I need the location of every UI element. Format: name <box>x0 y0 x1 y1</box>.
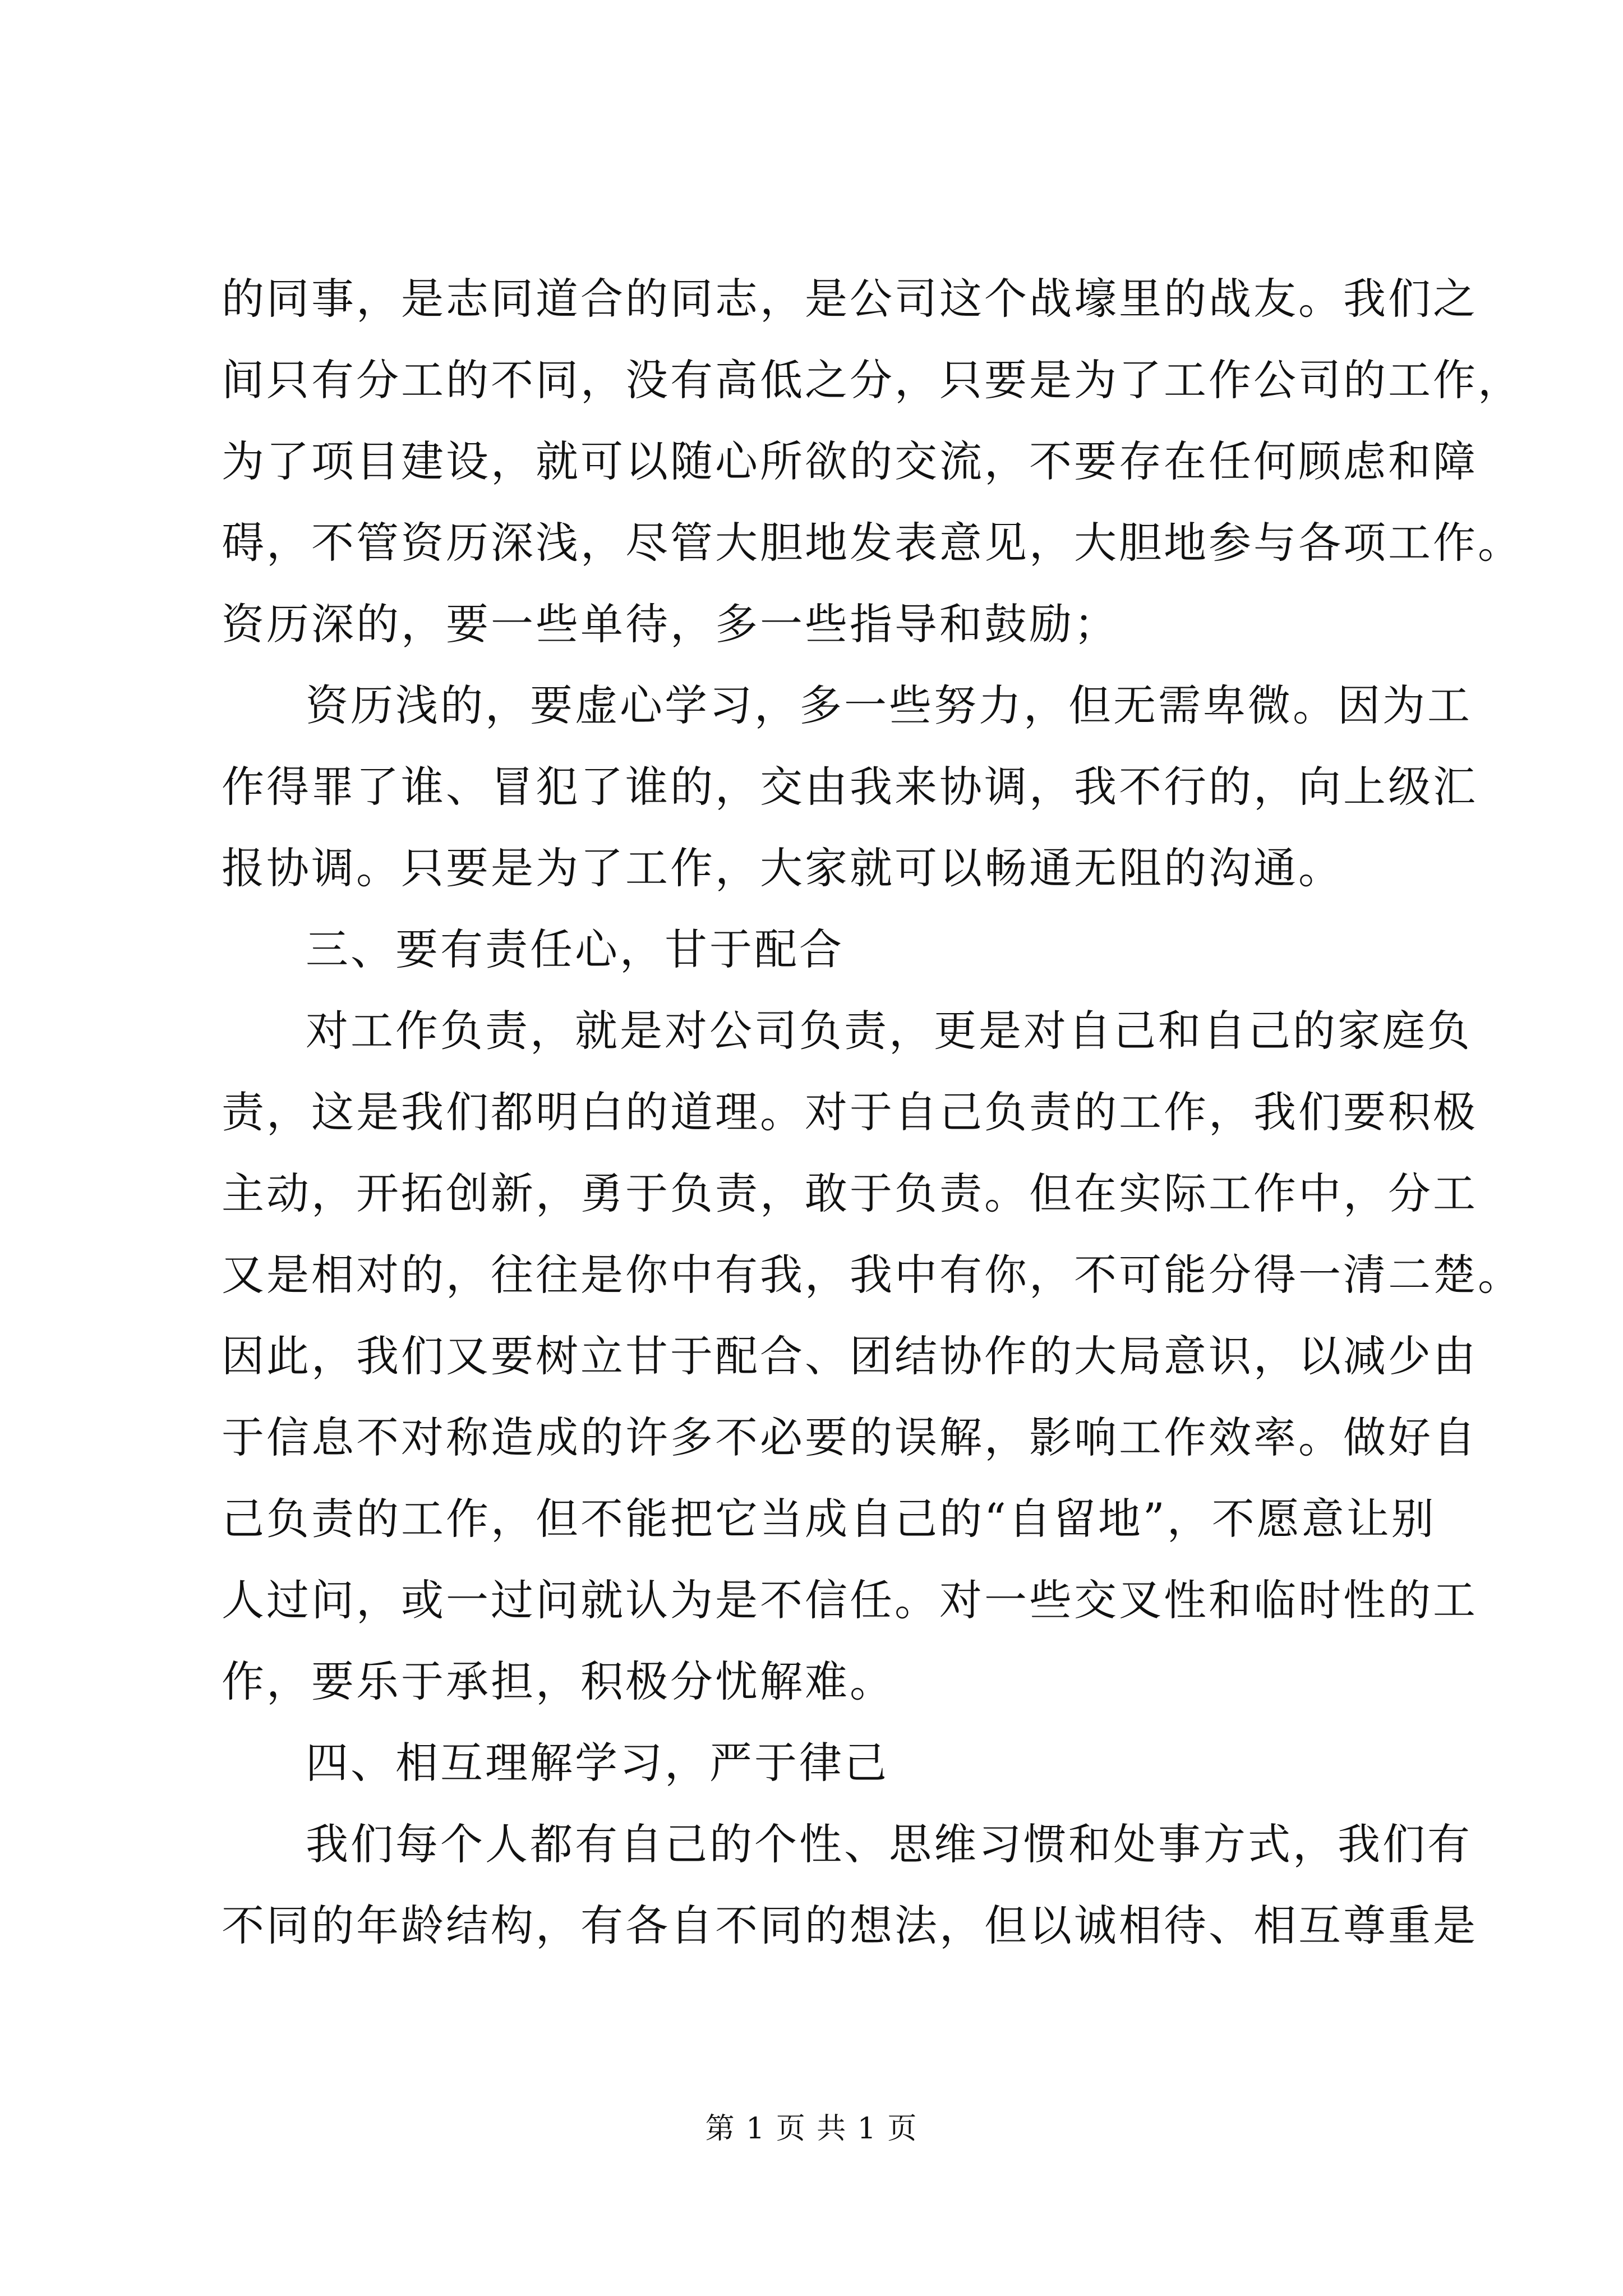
text-line: 的同事，是志同道合的同志，是公司这个战壕里的战友。我们之 <box>222 274 1478 324</box>
text-line: 责，这是我们都明白的道理。对于自己负责的工作，我们要积极 <box>222 1087 1478 1137</box>
text-line: 资历深的，要一些单待，多一些指导和鼓励； <box>222 599 1119 649</box>
text-line: 碍，不管资历深浅，尽管大胆地发表意见，大胆地参与各项工作。 <box>222 518 1523 568</box>
text-line: 己负责的工作，但不能把它当成自己的“自留地”，不愿意让别 <box>222 1494 1436 1544</box>
text-line: 不同的年龄结构，有各自不同的想法，但以诚相待、相互尊重是 <box>222 1901 1478 1950</box>
paragraph-start-line: 我们每个人都有自己的个性、思维习惯和处事方式，我们有 <box>306 1819 1472 1869</box>
text-line: 报协调。只要是为了工作，大家就可以畅通无阻的沟通。 <box>222 843 1343 893</box>
paragraph-start-line: 资历浅的，要虚心学习，多一些努力，但无需卑微。因为工 <box>306 680 1472 730</box>
page-footer: 第 1 页 共 1 页 <box>705 2112 918 2146</box>
text-line: 又是相对的，往往是你中有我，我中有你，不可能分得一清二楚。 <box>222 1250 1523 1300</box>
body-text <box>222 258 1523 1966</box>
text-line: 因此，我们又要树立甘于配合、团结协作的大局意识，以减少由 <box>222 1331 1478 1381</box>
text-line: 主动，开拓创新，勇于负责，敢于负责。但在实际工作中，分工 <box>222 1168 1478 1218</box>
text-line: 于信息不对称造成的许多不必要的误解，影响工作效率。做好自 <box>222 1412 1478 1462</box>
text-line: 作，要乐于承担，积极分忧解难。 <box>222 1657 895 1706</box>
paragraph-start-line: 对工作负责，就是对公司负责，更是对自己和自己的家庭负 <box>306 1006 1472 1056</box>
text-line: 作得罪了谁、冒犯了谁的，交由我来协调，我不行的，向上级汇 <box>222 762 1478 812</box>
section-heading: 三、要有责任心，甘于配合 <box>306 924 844 974</box>
text-line: 为了项目建设，就可以随心所欲的交流，不要存在任何顾虑和障 <box>222 436 1478 486</box>
text-line: 人过问，或一过问就认为是不信任。对一些交叉性和临时性的工 <box>222 1575 1478 1625</box>
text-line: 间只有分工的不同，没有高低之分，只要是为了工作公司的工作， <box>222 355 1523 405</box>
section-heading: 四、相互理解学习，严于律己 <box>306 1738 889 1788</box>
